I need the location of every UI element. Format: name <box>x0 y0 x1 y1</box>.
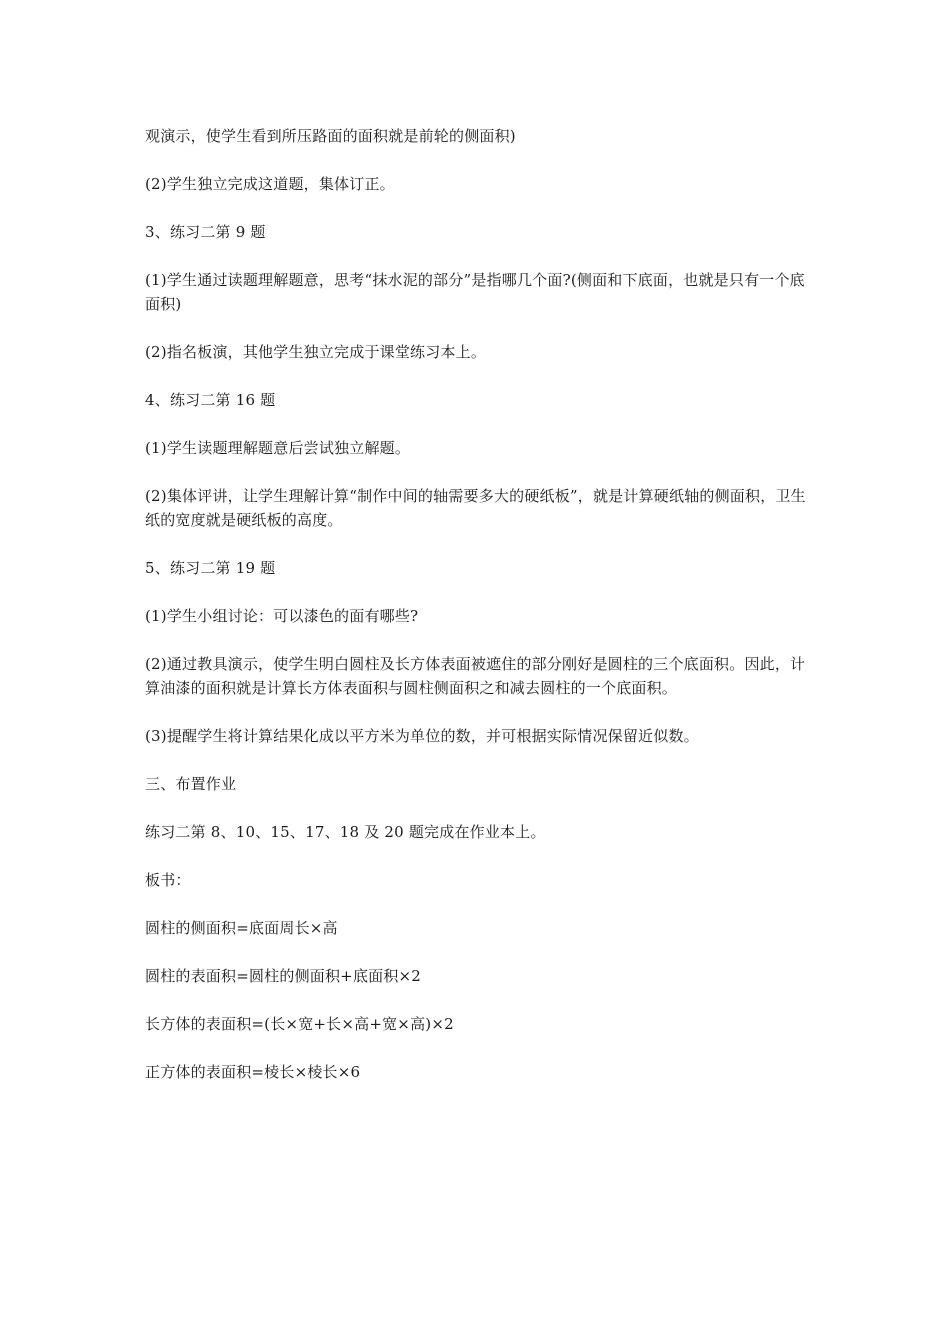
paragraph-demo-note: 观演示，使学生看到所压路面的面积就是前轮的侧面积) <box>145 127 516 145</box>
paragraph-exercise-19-step-2: (2)通过教具演示，使学生明白圆柱及长方体表面被遮住的部分刚好是圆柱的三个底面积。因此，计算油漆的面积就是计算长方体表面积与圆柱侧面积之和减去圆柱的一个底面积。 <box>145 655 806 697</box>
formula-cuboid-surface-area: 长方体的表面积=(长×宽+长×高+宽×高)×2 <box>145 1015 454 1033</box>
paragraph-exercise-19-step-1: (1)学生小组讨论：可以漆色的面有哪些? <box>145 607 419 625</box>
document-body <box>145 124 810 1108</box>
formula-cube-surface-area: 正方体的表面积=棱长×棱长×6 <box>145 1063 361 1081</box>
heading-exercise-19: 5、练习二第 19 题 <box>145 559 276 577</box>
heading-exercise-16: 4、练习二第 16 题 <box>145 391 276 409</box>
paragraph-homework: 练习二第 8、10、15、17、18 及 20 题完成在作业本上。 <box>145 823 546 841</box>
paragraph-exercise-16-step-1: (1)学生读题理解题意后尝试独立解题。 <box>145 439 411 457</box>
paragraph-exercise-16-step-2: (2)集体评讲，让学生理解计算“制作中间的轴需要多大的硬纸板”，就是计算硬纸轴的侧面积，卫生纸的宽度就是硬纸板的高度。 <box>145 487 806 529</box>
paragraph-exercise-19-step-3: (3)提醒学生将计算结果化成以平方米为单位的数，并可根据实际情况保留近似数。 <box>145 727 699 745</box>
heading-blackboard: 板书： <box>145 871 191 889</box>
paragraph-exercise-9-step-1: (1)学生通过读题理解题意，思考“抹水泥的部分”是指哪几个面?(侧面和下底面，也就是只有一个底面积) <box>145 271 805 313</box>
formula-cylinder-surface-area: 圆柱的表面积=圆柱的侧面积+底面积×2 <box>145 967 422 985</box>
heading-homework: 三、布置作业 <box>145 775 237 793</box>
paragraph-exercise-9-step-2: (2)指名板演，其他学生独立完成于课堂练习本上。 <box>145 343 487 361</box>
paragraph-step-2-independent: (2)学生独立完成这道题，集体订正。 <box>145 175 395 193</box>
heading-exercise-9: 3、练习二第 9 题 <box>145 223 266 241</box>
formula-cylinder-lateral-area: 圆柱的侧面积=底面周长×高 <box>145 919 338 937</box>
